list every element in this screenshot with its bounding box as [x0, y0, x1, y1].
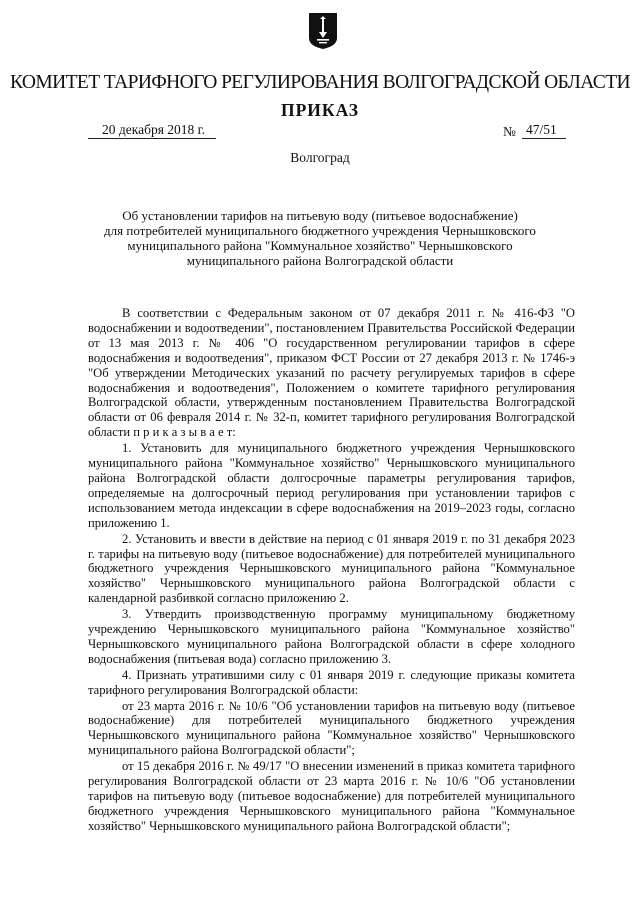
document-number: 47/51 — [522, 122, 566, 139]
title-line: для потребителей муниципального бюджетного учреждения Чернышковского — [104, 223, 536, 238]
document-date: 20 декабря 2018 г. — [88, 122, 216, 139]
preamble-paragraph: В соответствии с Федеральным законом от 07 декабря 2011 г. № 416-ФЗ "О водоснабжении и водоотведении", постановлением Правительства Российской Федерации от 13 мая 2013 г. № 406 "О государственном регулировании тарифов в сфере водоснабжения и водоотведения", приказом ФСТ России от 27 декабря 2013 г. № 1746-э "Об утверждении Методических указаний по расчету регулируемых тарифов в сфере водоснабжения и водоотведения", Положением о комитете тарифного регулирования Волгоградской области, утвержденным постановлением Правительства Волгоградской области от 06 февраля 2014 г. № 32-п, комитет тарифного регулирования Волгоградской области п р и к а з ы в а е т: — [88, 306, 575, 440]
repealed-order-item: от 15 декабря 2016 г. № 49/17 "О внесении изменений в приказ комитета тарифного регулирования Волгоградской области от 23 марта 2016 г. № 10/6 "Об установлении тарифов на питьевую воду (питьевое водоснабжение) для потребителей муниципального бюджетного учреждения Чернышковского муниципального района "Коммунальное хозяйство" Чернышковского муниципального района Волгоградской области"; — [88, 759, 575, 833]
document-title — [100, 208, 540, 268]
clause-1-paragraph: 1. Установить для муниципального бюджетного учреждения Чернышковского муниципального района "Коммунальное хозяйство" Чернышковского муниципального района Волгоградской области долгосрочные параметры регулирования тарифов, определяемые на долгосрочный период регулирования при установлении тарифов с использованием метода индексации в сфере водоснабжения на 2019–2023 годы, согласно приложению 1. — [88, 441, 575, 530]
title-line: муниципального района "Коммунальное хозяйство" Чернышковского — [127, 238, 513, 253]
clause-2-paragraph: 2. Установить и ввести в действие на период с 01 января 2019 г. по 31 декабря 2023 г. тарифы на питьевую воду (питьевое водоснабжение) для потребителей муниципального бюджетного учреждения Чернышковского муниципального района "Коммунальное хозяйство" Чернышковского муниципального района Волгоградской области с календарной разбивкой согласно приложению 2. — [88, 531, 575, 606]
organization-name: КОМИТЕТ ТАРИФНОГО РЕГУЛИРОВАНИЯ ВОЛГОГРАДСКОЙ ОБЛАСТИ — [9, 72, 631, 93]
document-type: ПРИКАЗ — [280, 100, 360, 120]
coat-of-arms-icon — [308, 12, 338, 50]
title-line: муниципального района Волгоградской области — [186, 253, 454, 268]
number-sign: № — [503, 124, 516, 139]
clause-3-paragraph: 3. Утвердить производственную программу муниципальному бюджетному учреждению Чернышковского муниципального района "Коммунальное хозяйство" Чернышковского муниципального района Волгоградской области в сфере холодного водоснабжения (питьевая вода) согласно приложению 3. — [88, 607, 575, 666]
title-line: Об установлении тарифов на питьевую воду (питьевое водоснабжение) — [122, 208, 518, 223]
document-body — [88, 306, 575, 834]
repealed-order-item: от 23 марта 2016 г. № 10/6 "Об установлении тарифов на питьевую воду (питьевое водоснабжение) для потребителей муниципального бюджетного учреждения Чернышковского муниципального района "Коммунальное хозяйство" Чернышковского муниципального района Волгоградской области"; — [88, 698, 575, 758]
city: Волгоград — [290, 150, 350, 165]
clause-4-paragraph: 4. Признать утратившими силу с 01 января 2019 г. следующие приказы комитета тарифного регулирования Волгоградской области: — [88, 667, 575, 697]
